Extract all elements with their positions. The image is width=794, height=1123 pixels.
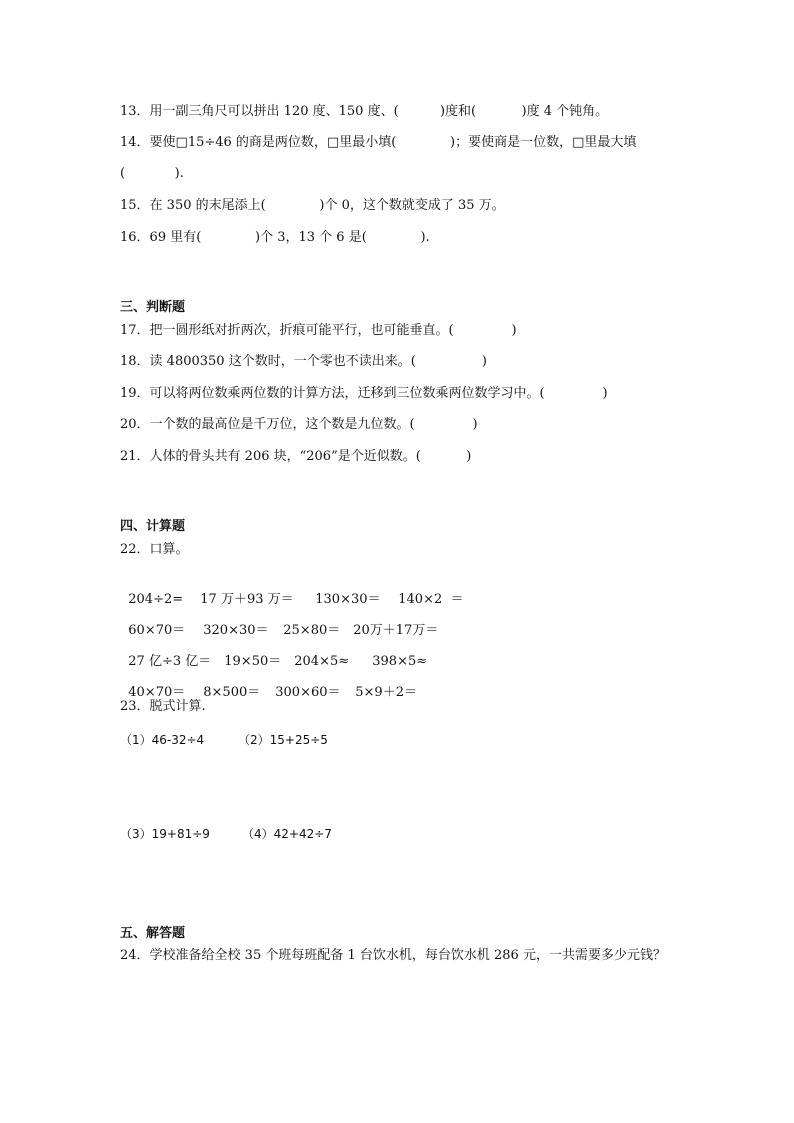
oral-item: 130×30＝ bbox=[315, 592, 381, 607]
oral-row-3 bbox=[120, 635, 427, 669]
oral-item: 27 亿÷3 亿＝ bbox=[128, 654, 212, 669]
oral-row-1 bbox=[120, 573, 464, 607]
question-19: 19．可以将两位数乘两位数的计算方法，迁移到三位数乘两位数学习中。( ) bbox=[120, 386, 608, 401]
oral-row-2 bbox=[120, 604, 438, 638]
question-14-line-1: 14．要使□15÷46 的商是两位数，□里最小填( )；要使商是一位数，□里最大填 bbox=[120, 135, 637, 150]
oral-item: 17 万＋93 万＝ bbox=[200, 592, 294, 607]
oral-item: 140×2 ＝ bbox=[398, 592, 464, 607]
section-heading-answer: 五、解答题 bbox=[120, 926, 186, 941]
question-24: 24．学校准备给全校 35 个班每班配备 1 台饮水机，每台饮水机 286 元，一共需要多少元钱？ bbox=[120, 948, 666, 963]
question-20: 20．一个数的最高位是千万位，这个数是九位数。( ) bbox=[120, 417, 478, 432]
question-23: 23．脱式计算. bbox=[120, 699, 206, 714]
oral-item: 20万＋17万＝ bbox=[353, 623, 439, 638]
oral-item: 5×9＋2＝ bbox=[355, 685, 417, 700]
oral-item: 320×30＝ bbox=[203, 623, 269, 638]
oral-row-4 bbox=[120, 666, 417, 700]
oral-item: 300×60＝ bbox=[275, 685, 341, 700]
question-22: 22．口算。 bbox=[120, 542, 189, 557]
oral-item: 19×50＝ bbox=[224, 654, 282, 669]
section-heading-judge: 三、判断题 bbox=[120, 300, 186, 315]
problem-1: （1）46-32÷4 bbox=[120, 733, 205, 747]
question-15: 15．在 350 的末尾添上( )个 0，这个数就变成了 35 万。 bbox=[120, 198, 505, 213]
problem-2: （2）15+25÷5 bbox=[238, 733, 328, 747]
oral-item: 25×80＝ bbox=[283, 623, 341, 638]
oral-item: 398×5≈ bbox=[372, 654, 428, 669]
problem-4: （4）42+42÷7 bbox=[242, 827, 332, 841]
oral-item: 204÷2= bbox=[128, 592, 184, 607]
oral-item: 8×500＝ bbox=[203, 685, 261, 700]
question-17: 17．把一圆形纸对折两次，折痕可能平行，也可能垂直。( ) bbox=[120, 323, 517, 338]
question-18: 18．读 4800350 这个数时，一个零也不读出来。( ) bbox=[120, 354, 487, 369]
oral-item: 204×5≈ bbox=[294, 654, 350, 669]
question-14-line-2: ( ). bbox=[120, 166, 184, 181]
oral-item: 40×70＝ bbox=[128, 685, 186, 700]
question-13: 13．用一副三角尺可以拼出 120 度、150 度、( )度和( )度 4 个钝角。 bbox=[120, 104, 609, 119]
problem-3: （3）19+81÷9 bbox=[120, 827, 210, 841]
section-heading-calc: 四、计算题 bbox=[120, 519, 186, 534]
oral-item: 60×70＝ bbox=[128, 623, 186, 638]
question-16: 16．69 里有( )个 3，13 个 6 是( ). bbox=[120, 230, 430, 245]
question-21: 21．人体的骨头共有 206 块，“206”是个近似数。( ) bbox=[120, 449, 472, 464]
